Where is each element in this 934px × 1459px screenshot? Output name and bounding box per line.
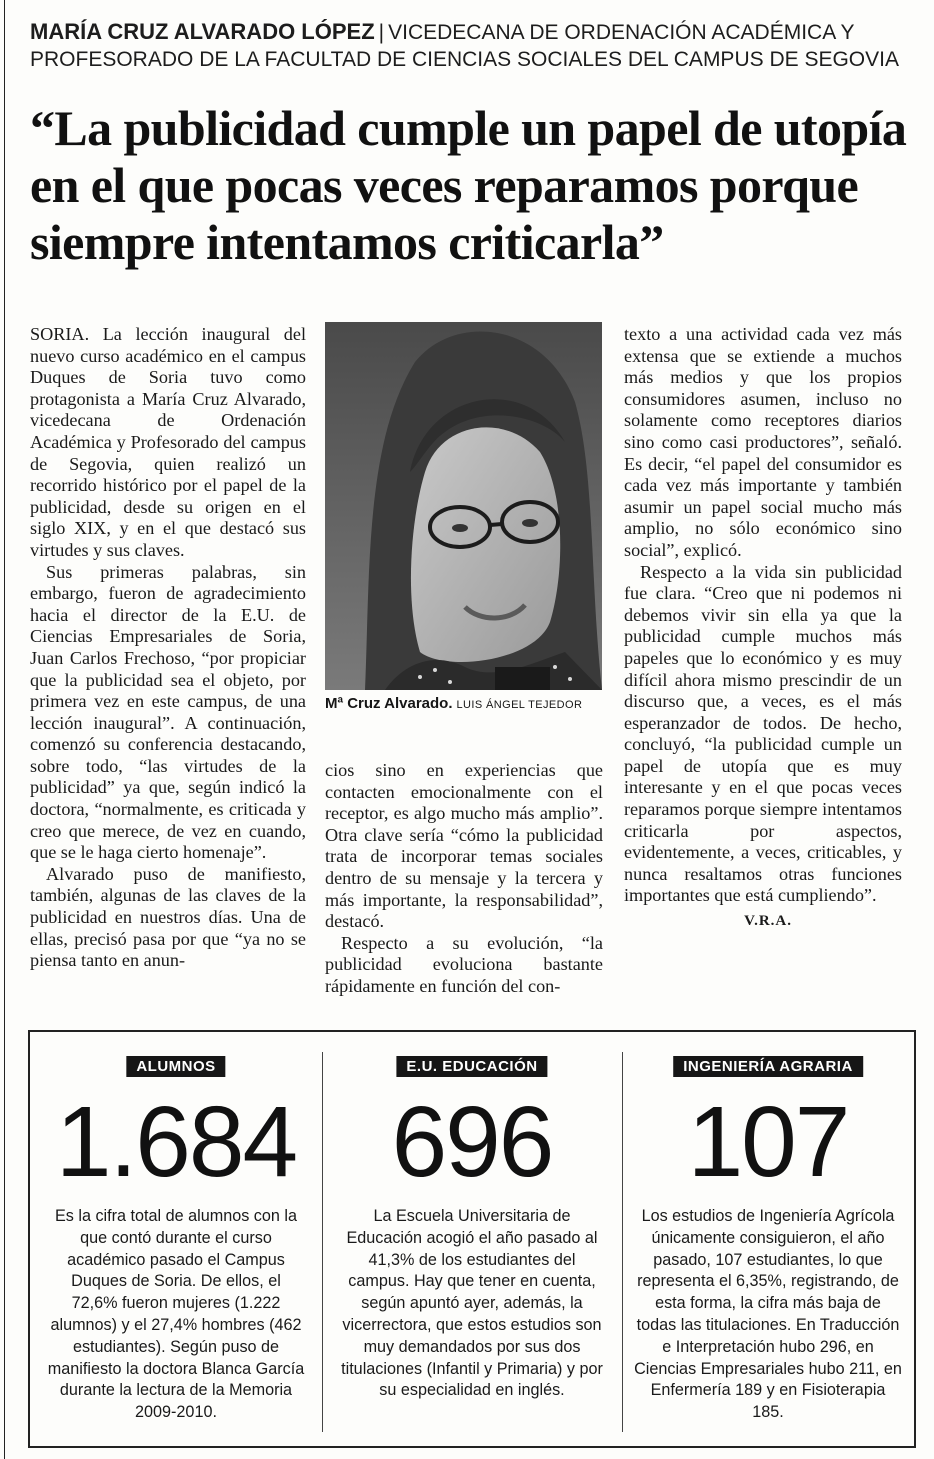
article-signature: V.R.A. (744, 913, 792, 930)
article-paragraph: Sus primeras palabras, sin embargo, fueron de agradecimiento hacia el director de la E.U. de Ciencias Empresariales de Soria, Juan Carlos Frechoso, “por propiciar que la publicidad sea el objeto, por primera vez en este campus, de una lección inaugural”. A continuación, comenzó su conferencia destacando, sobre todo, “las virtudes de la publicidad” ya que, según indicó la doctora, “normalmente, es criticada y creo que merece, de vez en cuando, que se le haga cierto homenaje”. (30, 561, 306, 863)
stat-text: La Escuela Universitaria de Educación acogió el año pasado al 41,3% de los estudiantes del campus. Hay que tener en cuenta, según apuntó ayer, además, la vicerrectora, que estos estudios son muy demandados por sus dos titulaciones (Infantil y Primaria) y por su especialidad en inglés. (341, 1207, 603, 1400)
portrait-illustration (325, 322, 602, 690)
photo-caption (325, 694, 605, 715)
stat-label: ALUMNOS (126, 1056, 225, 1077)
article-column-3 (624, 324, 902, 933)
stat-value: 696 (391, 1086, 553, 1198)
stat-label: E.U. EDUCACIÓN (396, 1056, 547, 1077)
caption-credit: LUIS ÁNGEL TEJEDOR (456, 699, 583, 711)
stat-box-educacion (322, 1032, 622, 1446)
stat-text: Es la cifra total de alumnos con la que contó durante el curso académico pasado el Campus Duques de Soria. De ellos, el 72,6% fueron mujeres (1.222 alumnos) y el 27,4% hombres (462 estudiantes). Según puso de manifiesto la doctora Blanca García durante la lectura de la Memoria 2009-2010. (47, 1207, 305, 1422)
stat-label: INGENIERÍA AGRARIA (673, 1056, 863, 1077)
article-paragraph: Alvarado puso de manifiesto, también, algunas de las claves de la publicidad en nuestros días. Una de ellas, precisó pasa por que “ya no se piensa tanto en anun- (30, 863, 306, 971)
headline: “La publicidad cumple un papel de utopía en el que pocas veces reparamos porque siempre intentamos criticarla” (30, 100, 907, 270)
kicker-separator: | (378, 21, 385, 44)
stat-value: 107 (687, 1086, 849, 1198)
stat-text: Los estudios de Ingeniería Agrícola únicamente consiguieron, el año pasado, 107 estudiantes, lo que representa el 6,35%, registrando, de esta forma, la cifra más baja de todas las titulaciones. En Traducción e Interpretación hubo 296, en Ciencias Empresariales hubo 211, en Enfermería 189 y en Fisioterapia 185. (634, 1207, 902, 1422)
article-paragraph: cios sino en experiencias que contacten emocionalmente con el receptor, es algo mucho más amplio”. Otra clave sería “cómo la publicidad trata de incorporar temas sociales dentro de su mensaje y la tercera y más importante, la responsabilidad”, destacó. (325, 760, 603, 932)
portrait-photo (325, 322, 602, 690)
caption-name: Mª Cruz Alvarado. (325, 695, 453, 712)
article-paragraph: SORIA. La lección inaugural del nuevo curso académico en el campus Duques de Soria tuvo como protagonista a María Cruz Alvarado, vicedecana de Ordenación Académica y Profesorado del campus de Segovia, quien realizó un recorrido histórico por el papel de la publicidad, desde su origen en el siglo XIX, y en el que destacó sus virtudes y sus claves. (30, 324, 306, 560)
article-column-1 (30, 324, 306, 972)
kicker-name: MARÍA CRUZ ALVARADO LÓPEZ (30, 19, 375, 44)
article-paragraph: Respecto a su evolución, “la publicidad evoluciona bastante rápidamente en función del con- (325, 932, 603, 996)
article-column-2 (325, 760, 603, 998)
page-edge-rule (4, 0, 5, 1459)
kicker-role: VICEDECANA DE ORDENACIÓN ACADÉMICA Y PROFESORADO DE LA FACULTAD DE CIENCIAS SOCIALES DEL CAMPUS DE SEGOVIA (30, 21, 899, 71)
stat-box-ingenieria (622, 1032, 914, 1446)
kicker (30, 18, 910, 73)
stats-panel (28, 1030, 916, 1448)
article-paragraph: texto a una actividad cada vez más extensa que se extiende a muchos más medios y que los propios consumidores asumen, incluso no solamente como receptores diarios sino como casi productores”, señaló. Es decir, “el papel del consumidor es cada vez más importante y también asumir un papel social mucho más amplio, no sólo económico sino social”, explicó. (624, 324, 902, 560)
stat-box-alumnos (30, 1032, 322, 1446)
article-paragraph: Respecto a la vida sin publicidad fue clara. “Creo que ni podemos ni debemos vivir sin ella ya que la publicidad cumple muchos más papeles que lo económico y es muy difícil ahora mismo prescindir de un discurso que, a veces, es el más esperanzador de todos. De hecho, concluyó, “la publicidad cumple un papel de utopía que es muy interesante y en el que pocas veces reparamos porque siempre intentamos criticarla por aspectos, evidentemente, a veces, criticables, y nunca resaltamos otras funciones importantes que está cumpliendo”. (624, 561, 902, 906)
stat-value: 1.684 (55, 1086, 297, 1198)
